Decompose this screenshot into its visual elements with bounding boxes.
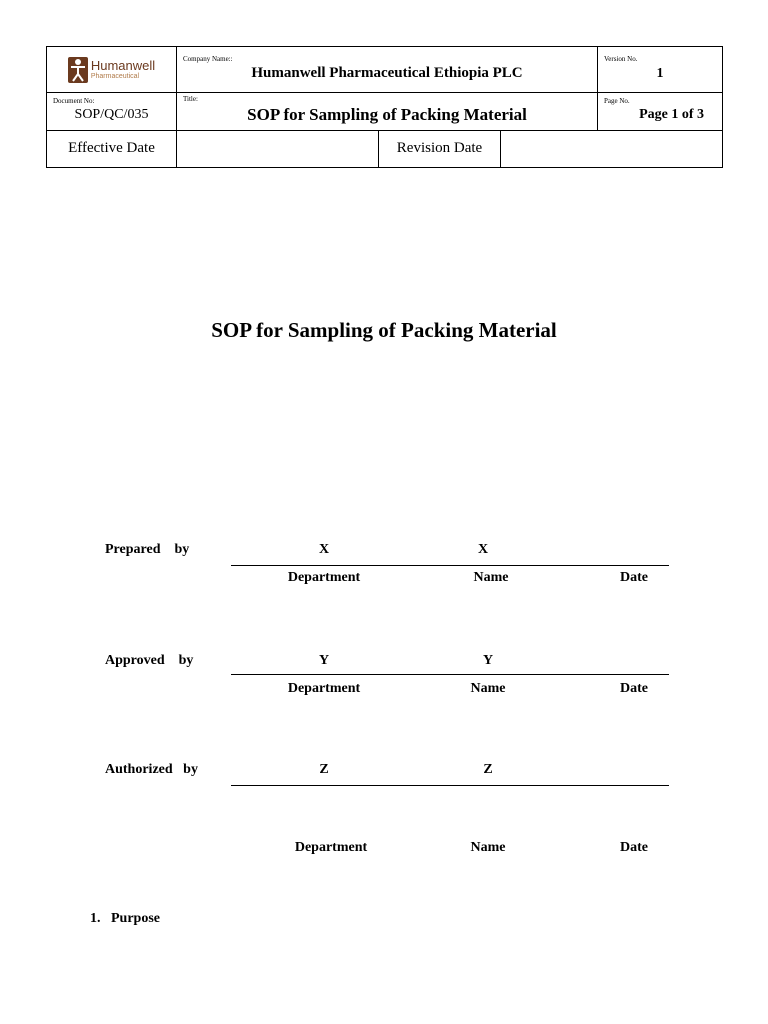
title-cell [177, 93, 598, 131]
page-label: Page No. [604, 97, 630, 105]
revision-date-label-cell [379, 131, 501, 168]
section-purpose-heading: 1. Purpose [90, 911, 160, 926]
logo-cell [47, 47, 177, 93]
effective-date-label: Effective Date [68, 140, 155, 156]
approved-signature-line [231, 674, 669, 675]
version-cell [598, 47, 723, 93]
approved-department: Y [318, 653, 330, 668]
company-cell [177, 47, 598, 93]
approved-name-label: Name [470, 681, 506, 696]
document-title: SOP for Sampling of Packing Material [211, 318, 557, 342]
approved-name: Y [482, 653, 494, 668]
version-label: Version No. [604, 55, 638, 63]
authorized-name: Z [483, 762, 493, 777]
person-logo-icon [68, 57, 88, 83]
revision-date-label: Revision Date [396, 140, 483, 156]
prepared-signature-line [231, 565, 669, 566]
logo-subtitle: Pharmaceutical [90, 73, 140, 80]
authorized-name-label: Name [470, 840, 506, 855]
revision-date-value-cell [501, 131, 723, 168]
logo-name: Humanwell [90, 58, 156, 73]
approved-date-label: Date [620, 681, 648, 696]
approved-role: Approved by [105, 653, 197, 668]
company-name: Humanwell Pharmaceutical Ethiopia PLC [251, 65, 523, 81]
authorized-signature-line [231, 785, 669, 786]
version-value: 1 [656, 66, 664, 81]
authorized-date-label: Date [620, 840, 648, 855]
docno-cell [47, 93, 177, 131]
effective-date-label-cell [47, 131, 177, 168]
company-label: Company Name:: [183, 55, 233, 63]
prepared-role: Prepared by [105, 542, 193, 557]
prepared-department: X [318, 542, 330, 557]
docno-label: Document No: [53, 97, 95, 105]
prepared-date-label: Date [620, 570, 648, 585]
header-table [46, 46, 723, 168]
prepared-name: X [477, 542, 489, 557]
effective-date-value-cell [177, 131, 379, 168]
title-value: SOP for Sampling of Packing Material [247, 105, 527, 124]
authorized-department-label: Department [294, 840, 368, 855]
approved-department-label: Department [287, 681, 361, 696]
page-value: Page 1 of 3 [639, 107, 704, 122]
prepared-department-label: Department [287, 570, 361, 585]
page-cell [598, 93, 723, 131]
prepared-name-label: Name [473, 570, 509, 585]
authorized-role: Authorized by [105, 762, 202, 777]
company-logo [47, 47, 176, 92]
authorized-department: Z [319, 762, 329, 777]
docno-value: SOP/QC/035 [74, 107, 149, 122]
title-label: Title: [183, 95, 198, 103]
